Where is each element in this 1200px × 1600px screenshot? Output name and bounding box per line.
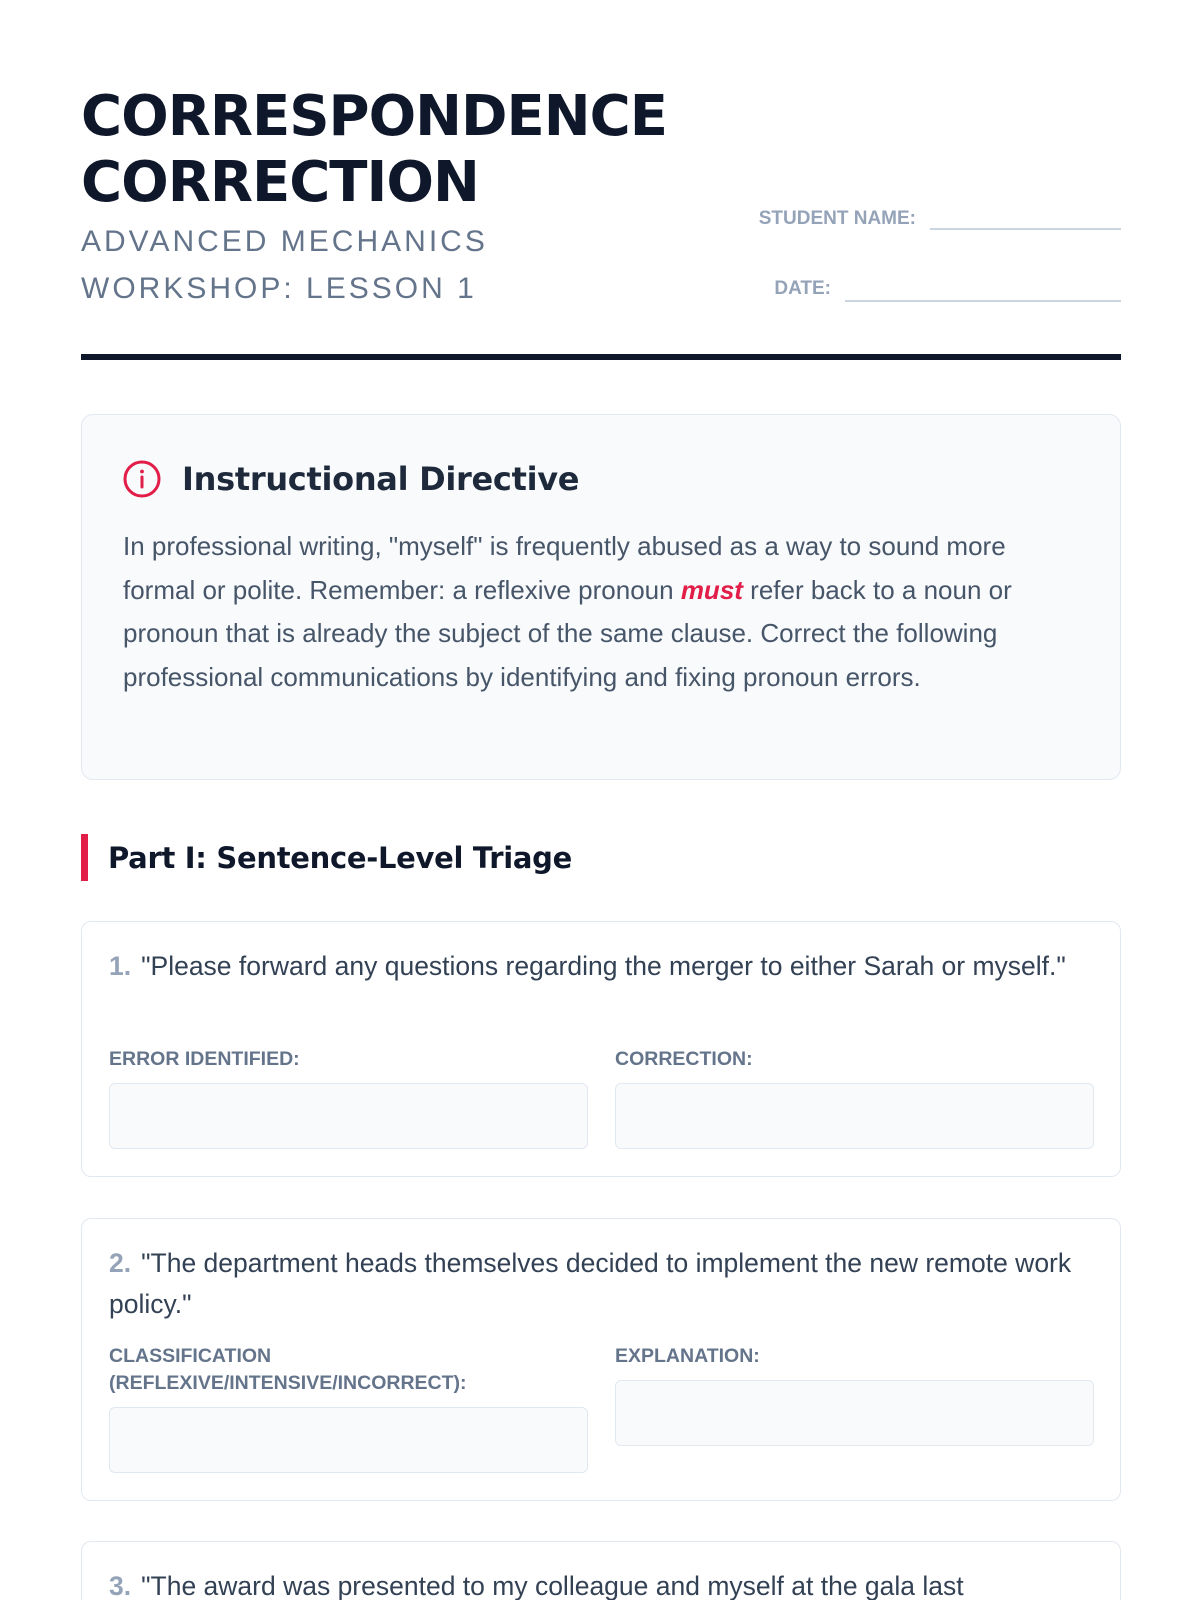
part-title: Part I: Sentence-Level Triage: [108, 840, 572, 875]
worksheet-title: CORRESPONDENCE CORRECTION: [81, 84, 668, 215]
classification-input[interactable]: [109, 1407, 588, 1473]
answer-field-error: [109, 1046, 588, 1149]
student-name-field: [731, 206, 1121, 232]
question-number: 2.: [109, 1248, 132, 1278]
info-circle-icon: [122, 459, 162, 499]
answer-field-correction: [615, 1046, 1094, 1149]
question-card-2: [81, 1218, 1121, 1501]
directive-emphasis: must: [680, 574, 743, 605]
date-field: [681, 276, 1121, 302]
correction-input[interactable]: [615, 1083, 1094, 1149]
question-number: 3.: [109, 1571, 132, 1600]
question-sentence: "The award was presented to my colleague and myself at the gala last: [141, 1571, 964, 1600]
question-sentence: "The department heads themselves decided to implement the new remote work policy.": [109, 1248, 1072, 1319]
question-sentence: "Please forward any questions regarding the merger to either Sarah or myself.": [141, 951, 1066, 981]
worksheet-header: [81, 80, 1121, 360]
student-name-line[interactable]: [930, 228, 1121, 230]
worksheet-subtitle: ADVANCED MECHANICS WORKSHOP: LESSON 1: [81, 225, 488, 305]
directive-text-part1: In professional writing, "myself" is frequently abused as a way to sound more formal or polite. Remember: a reflexive pronoun: [123, 531, 1006, 605]
directive-text-part2: refer back to a noun or pronoun that is already the subject of the same clause. Correct the following professional communications by identifying and fixing pronoun errors.: [123, 574, 1012, 692]
question-number: 1.: [109, 951, 132, 981]
header-divider: [81, 354, 1121, 360]
date-line[interactable]: [845, 300, 1121, 302]
directive-heading: [122, 459, 579, 499]
question-text: [109, 946, 1094, 987]
question-text: [109, 1566, 1094, 1600]
classification-label: CLASSIFICATION (REFLEXIVE/INTENSIVE/INCORRECT):: [109, 1345, 467, 1394]
error-identified-label: ERROR IDENTIFIED:: [109, 1048, 300, 1070]
explanation-input[interactable]: [615, 1380, 1094, 1446]
student-name-label: STUDENT NAME:: [758, 208, 916, 229]
question-card-3: [81, 1541, 1121, 1600]
worksheet-page: [81, 0, 1121, 1600]
instructional-directive-box: [81, 414, 1121, 780]
date-label: DATE:: [774, 278, 831, 299]
explanation-label: EXPLANATION:: [615, 1345, 760, 1367]
error-identified-input[interactable]: [109, 1083, 588, 1149]
answer-field-classification: [109, 1343, 588, 1473]
question-text: [109, 1243, 1094, 1325]
directive-title: Instructional Directive: [182, 460, 580, 498]
directive-text: [123, 525, 1083, 699]
part-heading: [81, 834, 1121, 881]
question-card-1: [81, 921, 1121, 1177]
answer-field-explanation: [615, 1343, 1094, 1446]
correction-label: CORRECTION:: [615, 1048, 753, 1070]
